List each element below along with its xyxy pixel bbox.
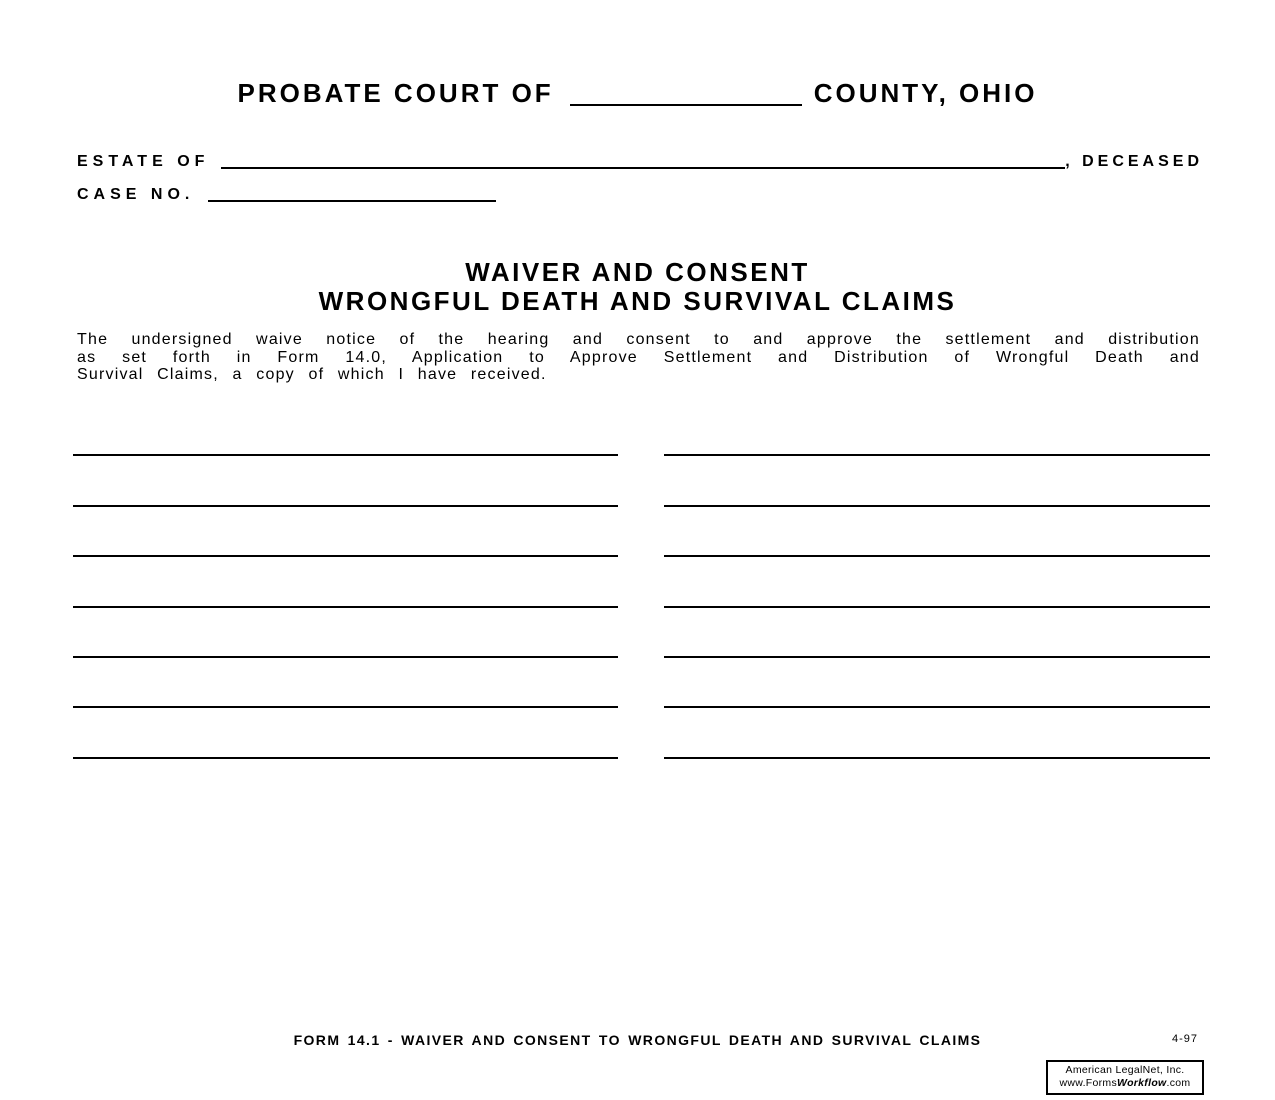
signature-column-left	[73, 406, 618, 759]
form-footer-title: FORM 14.1 - WAIVER AND CONSENT TO WRONGFUL DEATH AND SURVIVAL CLAIMS	[293, 1032, 982, 1048]
document-title-line2: WRONGFUL DEATH AND SURVIVAL CLAIMS	[318, 286, 957, 316]
signature-line[interactable]	[664, 507, 1210, 557]
legalnet-stamp	[1046, 1060, 1204, 1095]
document-title-line1: WAIVER AND CONSENT	[465, 257, 810, 287]
waiver-paragraph	[77, 331, 1200, 384]
waiver-paragraph-line: as set forth in Form 14.0, Application to Approve Settlement and Distribution of Wrongful Death and	[77, 348, 1200, 366]
court-heading	[0, 78, 1275, 109]
case-no-label: CASE NO.	[77, 186, 195, 203]
legalnet-company: American LegalNet, Inc.	[1065, 1064, 1185, 1076]
signature-line[interactable]	[664, 708, 1210, 758]
signature-line[interactable]	[664, 557, 1210, 607]
decedent-name-blank[interactable]	[221, 166, 1065, 169]
signature-line[interactable]	[73, 456, 618, 506]
county-name-blank[interactable]	[570, 103, 802, 106]
signature-column-right	[664, 406, 1210, 759]
court-heading-prefix: PROBATE COURT OF	[237, 78, 554, 108]
case-number-blank[interactable]	[208, 199, 496, 202]
signature-line[interactable]	[664, 608, 1210, 658]
revision-date: 4-97	[1172, 1033, 1199, 1045]
signature-line[interactable]	[664, 456, 1210, 506]
signature-line[interactable]	[73, 507, 618, 557]
waiver-paragraph-line: Survival Claims, a copy of which I have received.	[77, 366, 547, 383]
waiver-paragraph-line: The undersigned waive notice of the hearing and consent to and approve the settlement and distribution	[77, 331, 1200, 348]
signature-line[interactable]	[664, 406, 1210, 456]
estate-row	[77, 153, 1203, 171]
deceased-label: , DECEASED	[1065, 153, 1203, 170]
signature-line[interactable]	[73, 557, 618, 607]
signature-line[interactable]	[664, 658, 1210, 708]
document-title	[0, 258, 1275, 316]
signature-line[interactable]	[73, 406, 618, 456]
signature-line[interactable]	[73, 708, 618, 758]
signature-line[interactable]	[73, 608, 618, 658]
legalnet-url: www.FormsWorkflow.com	[1059, 1077, 1191, 1089]
estate-of-label: ESTATE OF	[77, 153, 210, 170]
court-heading-suffix: COUNTY, OHIO	[813, 78, 1038, 108]
signature-line[interactable]	[73, 658, 618, 708]
case-number-row	[77, 186, 496, 204]
